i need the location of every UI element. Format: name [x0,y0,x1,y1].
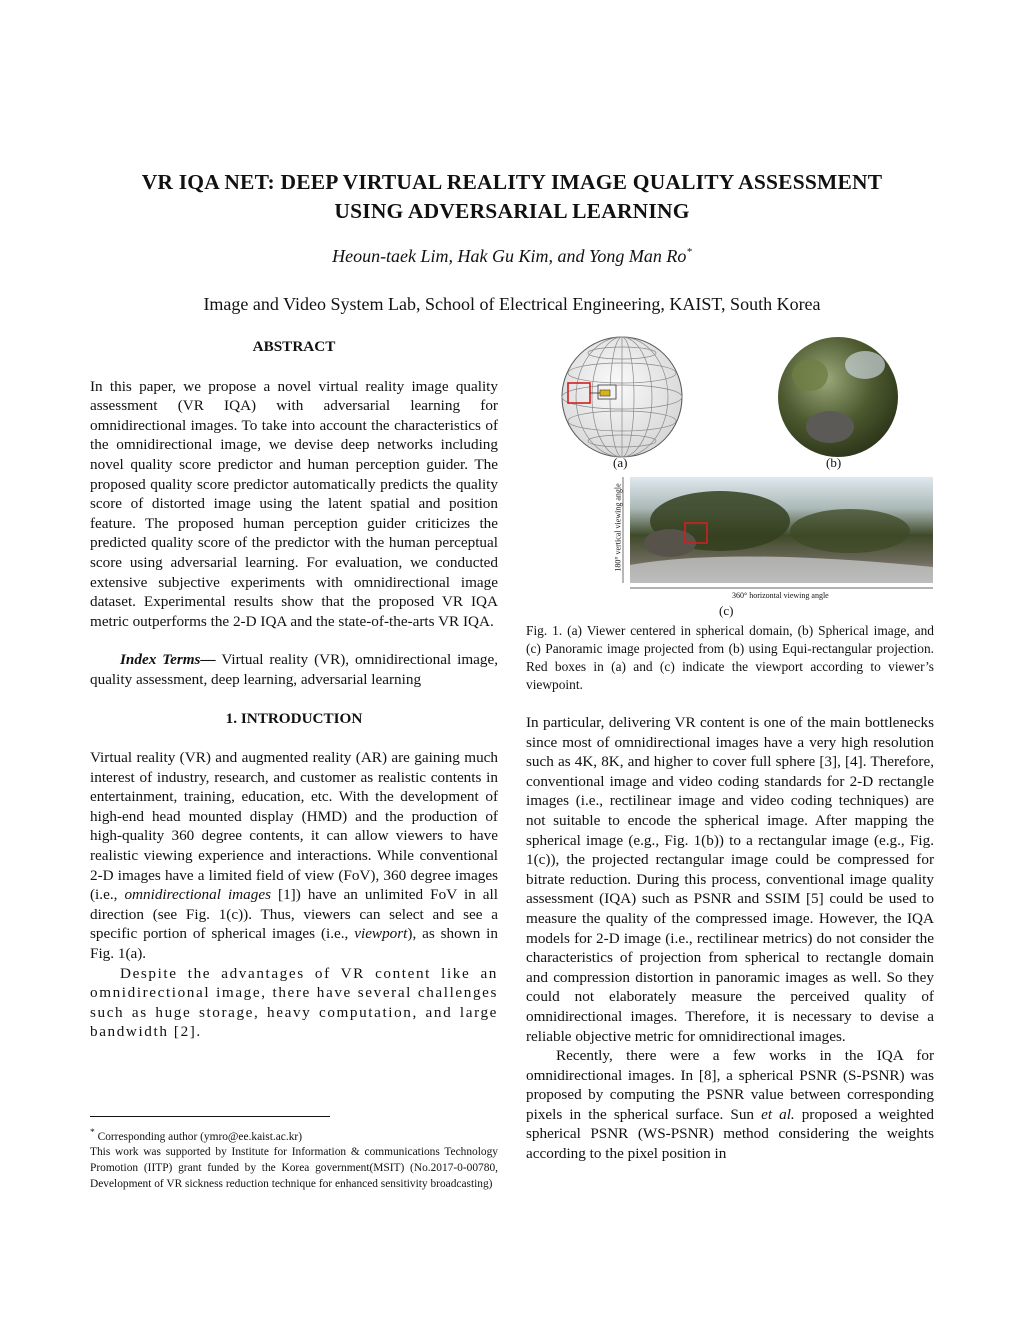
left-column [90,337,498,1042]
horizontal-axis-label: 360° horizontal viewing angle [732,591,829,600]
author-names: Heoun-taek Lim, Hak Gu Kim, and Yong Man Ro [332,246,687,266]
figure-label-a: (a) [613,455,628,470]
right-p2-part-b: proposed a weighted spherical PSNR (WS-PSNR) method considering the weights according to the pixel position in [526,1105,934,1163]
abstract-text: In this paper, we propose a novel virtual reality image quality assessment (VR IQA) with adversarial learning for omnidirectional images. To take into account the characteristics of the omnidirectional image, we devise deep networks including novel quality score predictor and human perception guider. The proposed quality score predictor automatically predicts the quality score of distorted image using the latent spatial and position feature. The proposed human perception guider criticizes the predicted quality score of the predictor with the human perceptual score using adversarial learning. For evaluation, we conducted extensive subjective experiments with omnidirectional image dataset. Experimental results show that the proposed VR IQA metric outperforms the 2-D IQA and the state-of-the-arts VR IQA. [90,377,498,630]
footnote-rule [90,1116,330,1117]
footnote [90,1126,498,1192]
intro-p2-text: Despite the advantages of VR content like an omnidirectional image, there have several challenges such as huge storage, heavy computation, and large bandwidth [2]. [90,964,498,1041]
intro-paragraph-1 [90,748,498,964]
figure-1 [520,335,940,625]
intro-p1-part-c: ), as shown in Fig. 1(a). [90,925,498,963]
paper-title [60,168,964,226]
footnote-funding: This work was supported by Institute for Information & communications Technology Promotion (IITP) grant funded by the Korea government(MSIT) (No.2017-0-00780, Development of VR sickness reduction technique for enhanced sensitivity broadcasting) [90,1146,498,1190]
title-line-1: VR IQA NET: DEEP VIRTUAL REALITY IMAGE QUALITY ASSESSMENT [141,170,883,194]
spherical-image [778,337,898,457]
footnote-mark: * [90,1128,95,1138]
intro-p1-part-a: Virtual reality (VR) and augmented reality (AR) are gaining much interest of industry, research, and customer as realistic contents in entertainment, training, education, etc. With the development of high-end head mounted display (HMD) and the production of high-quality 360 degree contents, it can allow viewers to have realistic viewing experience and interactions. While conventional 2-D images have a limited field of view (FoV), 360 degree images (i.e., [90,749,498,904]
corresponding-author-mark: * [686,246,692,258]
intro-p1-emphasis-2: viewport [354,925,408,943]
affiliation: Image and Video System Lab, School of Electrical Engineering, KAIST, South Korea [203,294,821,314]
figure-label-c: (c) [719,603,734,618]
abstract-heading: ABSTRACT [252,338,336,355]
right-paragraph-1: In particular, delivering VR content is one of the main bottlenecks since most of omnidirectional images have a very high resolution such as 4K, 8K, and higher to cover full sphere [3], [4]. Therefore, conventional image and video coding standards for 2-D rectangle images (i.e., rectilinear image and video coding techniques) are not suitable to encode the spherical image. After mapping the spherical image (e.g., Fig. 1(b)) to a rectangular image (e.g., Fig. 1(c)), the projected rectangular image could be compressed for bitrate reduction. During this process, conventional image quality assessment (IQA) such as PSNR and SSIM [5] could be used to measure the quality of the compressed image. However, the IQA models for 2-D image (i.e., rectilinear metrics) do not consider the characteristics of projection from spherical to rectangle domain and compression distortion in panoramic images as well. So they could not elaborately measure the perceived quality of omnidirectional images. Therefore, it is necessary to devise a reliable objective metric for omnidirectional images. [526,714,934,1045]
intro-p1-part-b: [1]) have an unlimited FoV in all direction (see Fig. 1(c)). Thus, viewers can select and see a specific portion of spherical images (i.e., [90,886,498,943]
footnote-corresponding [90,1126,498,1145]
intro-p1-emphasis: omnidirectional images [124,886,271,904]
figure-label-b: (b) [826,455,842,470]
title-line-2: USING ADVERSARIAL LEARNING [334,199,690,223]
vertical-axis-label: 180° vertical viewing angle [613,483,623,572]
author-list [60,246,964,267]
right-p2-emphasis: et al. [761,1105,795,1123]
footnote-corresponding-text: Corresponding author (ymro@ee.kaist.ac.kr) [94,1130,302,1143]
right-column [526,622,934,1164]
figure-1-graphics [520,335,940,625]
right-paragraph-2 [526,1046,934,1164]
panoramic-image [623,477,933,588]
wireframe-sphere [562,337,682,457]
intro-paragraph-2 [90,964,498,1042]
index-terms-label: Index Terms— [120,651,216,669]
index-terms-text: Virtual reality (VR), omnidirectional image, quality assessment, deep learning, adversarial learning [90,651,499,688]
right-p2-part-a: Recently, there were a few works in the IQA for omnidirectional images. In [8], a spherical PSNR (S-PSNR) was proposed by computing the PSNR value between corresponding pixels in the spherical surface. Sun [526,1047,934,1123]
index-terms [90,650,498,689]
introduction-heading: 1. INTRODUCTION [225,709,363,727]
figure-1-caption: Fig. 1. (a) Viewer centered in spherical domain, (b) Spherical image, and (c) Panoramic image projected from (b) using Equi-rectangular projection. Red boxes in (a) and (c) indicate the viewport according to viewer’s viewpoint. [526,623,934,692]
